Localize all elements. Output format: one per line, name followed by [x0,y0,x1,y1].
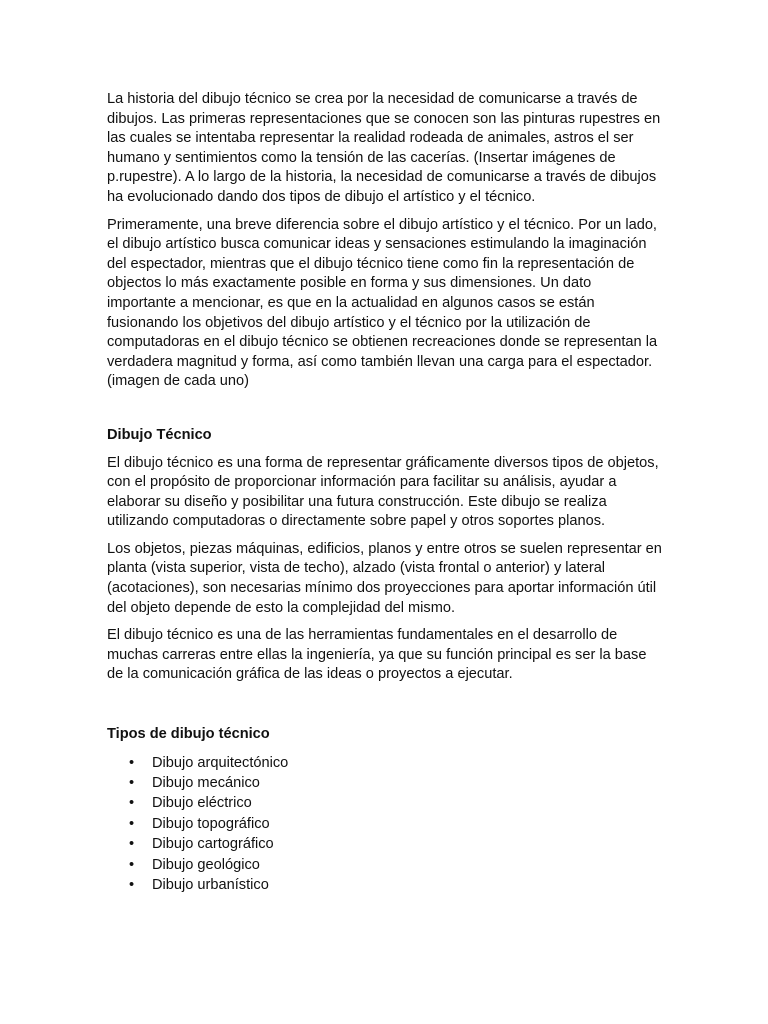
document-page [107,90,663,895]
section-1-paragraph-3: El dibujo técnico es una de las herramientas fundamentales en el desarrollo de muchas carreras entre ellas la ingeniería, ya que su función principal es ser la base de la comunicación gráfica de las ideas o proyectos a ejecutar. [107,627,647,683]
tipos-list [107,753,663,896]
section-1-paragraph-2: Los objetos, piezas máquinas, edificios, planos y entre otros se suelen representar en planta (vista superior, vista de techo), alzado (vista frontal o anterior) y lateral (acotaciones), son necesarias mínimo dos proyecciones para aportar información útil del objeto depende de esto la complejidad del mismo. [107,540,662,616]
list-item: • Dibujo geológico [107,855,663,875]
section-1-paragraph-1: El dibujo técnico es una forma de representar gráficamente diversos tipos de objetos, con el propósito de proporcionar información para facilitar su análisis, ayudar a elaborar su diseño y posibilitar una futura construcción. Este dibujo se realiza utilizando computadoras o directamente sobre papel y otros soportes planos. [107,454,659,530]
section-heading-dibujo-tecnico: Dibujo Técnico [107,426,212,443]
intro-paragraph-2: Primeramente, una breve diferencia sobre el dibujo artístico y el técnico. Por un lado, el dibujo artístico busca comunicar ideas y sensaciones estimulando la imaginación del espectador, mientras que el dibujo técnico tiene como fin la representación de objectos lo más exactamente posible en forma y sus dimensiones. Un dato importante a mencionar, es que en la actualidad en algunos casos se están fusionando los objetivos del dibujo artístico y el técnico por la utilización de computadoras en el dibujo técnico se obtienen recreaciones donde se representan la verdadera magnitud y forma, así como también llevan una carga para el espectador. (imagen de cada uno) [107,216,658,390]
list-item: • Dibujo cartográfico [107,834,663,854]
bullet-icon: • [129,815,135,832]
bullet-icon: • [129,836,135,853]
section-heading-tipos: Tipos de dibujo técnico [107,726,270,743]
list-item: • Dibujo eléctrico [107,793,663,813]
intro-paragraph-1: La historia del dibujo técnico se crea por la necesidad de comunicarse a través de dibujos. Las primeras representaciones que se conocen son las pinturas rupestres en las cuales se intentaba representar la realidad rodeada de animales, astros el ser humano y sentimientos como la tensión de las cacerías. (Insertar imágenes de p.rupestre). A lo largo de la historia, la necesidad de comunicarse a través de dibujos ha evolucionado dando dos tipos de dibujo el artístico y el técnico. [107,91,661,205]
bullet-icon: • [129,856,135,873]
bullet-icon: • [129,754,135,771]
list-item: • Dibujo arquitectónico [107,753,663,773]
bullet-icon: • [129,877,135,894]
list-item: • Dibujo urbanístico [107,875,663,895]
bullet-icon: • [129,795,135,812]
bullet-icon: • [129,775,135,792]
list-item: • Dibujo topográfico [107,814,663,834]
list-item: • Dibujo mecánico [107,773,663,793]
